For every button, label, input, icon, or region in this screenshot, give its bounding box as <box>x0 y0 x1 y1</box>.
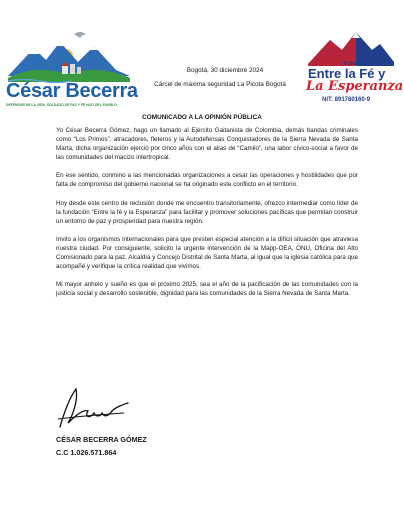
date-line: Bogotá, 30 diciembre 2024 <box>186 67 264 74</box>
cesar-becerra-logo <box>4 28 138 110</box>
brand-slogan: DEFENSOR DE LA VIDA, SOLDADO DE PAZ Y FE HIJO DEL PUEBLO <box>6 103 117 107</box>
signatory-id: C.C 1.026.571.864 <box>56 448 117 457</box>
paragraph: Mi mayor anhelo y sueño es que el próximo 2025, sea el año de la pacificación de las comunidades con la justicia social y desarrollo sostenible, dignidad para las comunidades de la Sierra Nevada de Santa Marta. <box>56 281 358 298</box>
paragraph: Hoy desde este centro de reclusión donde me encuentro transitoriamente, ofrezco intermediar como líder de la fundación “Entre la fé y la Esperanza” para facilitar y promover soluciones pacíficas que permitan construir un entorno de paz y prosperidad para nuestra región. <box>56 199 358 225</box>
foundation-nit: NIT: 891780160-9 <box>322 97 371 103</box>
document-heading: COMUNICADO A LA OPINIÓN PÚBLICA <box>142 114 262 121</box>
paragraph: Yo César Becerra Gómez, hago un llamado al Ejército Gaitanista de Colombia, demás bandas criminales como “Los Primos”, atracadores, fleteros y la Autodefensas Conquistadores de la Sierra Nevada de Santa Marta, dicha organización ejerció por cinco años con el alias de “Camilo”, una labor cívico-social a favor de las comunidades del macizo intertropical. <box>56 127 358 162</box>
brand-name: César Becerra <box>6 80 138 102</box>
foundation-label: FUNDACIÓN <box>344 61 374 67</box>
handwritten-signature <box>54 383 134 433</box>
foundation-logo <box>300 30 404 110</box>
letter-body <box>56 126 358 307</box>
foundation-name-line2: La Esperanza <box>306 79 404 94</box>
place-line: Cárcel de máxima seguridad La Picota Bogotá <box>154 81 286 88</box>
mountain-landscape-icon <box>4 28 134 84</box>
paragraph: En ese sentido, conmino a las mencionadas organizaciones a cesar las operaciones y hostilidades que por falta de compromiso del gobierno nacional se ha originado este conflicto en el territorio. <box>56 172 358 189</box>
signatory-name: CÉSAR BECERRA GÓMEZ <box>56 435 147 444</box>
foundation-name-line1: Entre la Fé y <box>308 66 386 81</box>
paragraph: Invito a los organismos internacionales para que presten especial atención a la difícil situación que atraviesa nuestra ciudad. Por consiguiente, solicito la urgente intervención de la Mapp-OEA, ONU, Oficina del Alto Comisionado para la paz, Alcaldía y Concejo Distrital de Santa Marta, al igual que la iglesia católica para que acompañé y verifique la crítica realidad que vivimos. <box>56 235 358 271</box>
